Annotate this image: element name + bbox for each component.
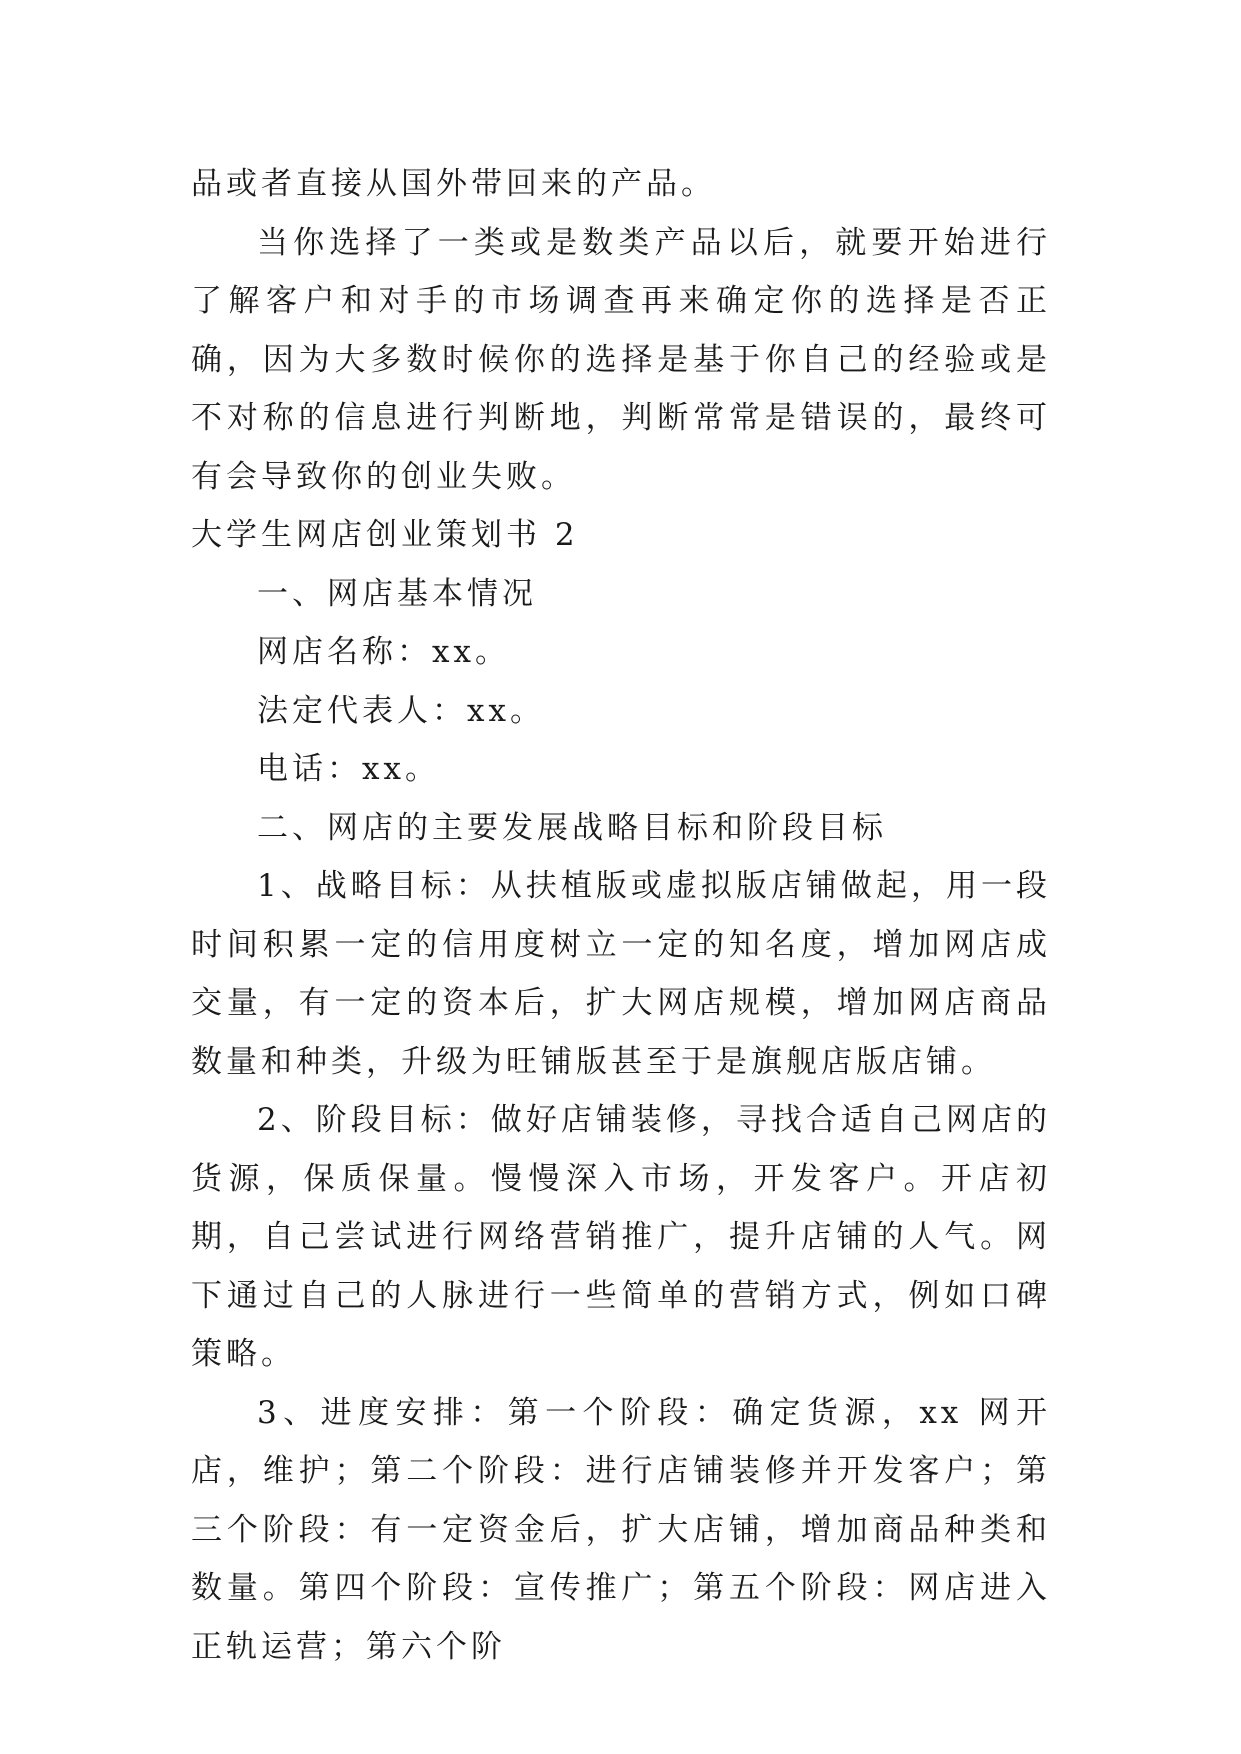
section-heading: 大学生网店创业策划书 2: [191, 517, 579, 553]
document-body: [191, 155, 1051, 1676]
paragraph-stage-goal: 2、阶段目标：做好店铺装修，寻找合适自己网店的货源，保质保量。慢慢深入市场，开发客户。开店初期，自己尝试进行网络营销推广，提升店铺的人气。网下通过自己的人脉进行一些简单的营销方式，例如口碑策略。: [191, 1102, 1051, 1372]
legal-rep-line: 法定代表人：xx。: [257, 692, 545, 729]
subheading-basic-info: 一、网店基本情况: [257, 575, 537, 612]
shop-name-line: 网店名称：xx。: [257, 634, 510, 670]
paragraph-strategic-goal: 1、战略目标：从扶植版或虚拟版店铺做起，用一段时间积累一定的信用度树立一定的知名度，增加网店成交量，有一定的资本后，扩大网店规模，增加网店商品数量和种类，升级为旺铺版甚至于是旗舰店版店铺。: [191, 868, 1051, 1080]
paragraph-product-choice: 当你选择了一类或是数类产品以后，就要开始进行了解客户和对手的市场调查再来确定你的选择是否正确，因为大多数时候你的选择是基于你自己的经验或是不对称的信息进行判断地，判断常常是错误的，最终可有会导致你的创业失败。: [191, 224, 1051, 495]
paragraph-continuation: 品或者直接从国外带回来的产品。: [191, 166, 716, 202]
subheading-strategy: 二、网店的主要发展战略目标和阶段目标: [257, 809, 887, 846]
phone-line: 电话：xx。: [257, 751, 440, 787]
paragraph-schedule: 3、进度安排：第一个阶段：确定货源，xx 网开店，维护；第二个阶段：进行店铺装修并开发客户；第三个阶段：有一定资金后，扩大店铺，增加商品种类和数量。第四个阶段：宣传推广；第五个阶段：网店进入正轨运营；第六个阶: [191, 1394, 1051, 1665]
